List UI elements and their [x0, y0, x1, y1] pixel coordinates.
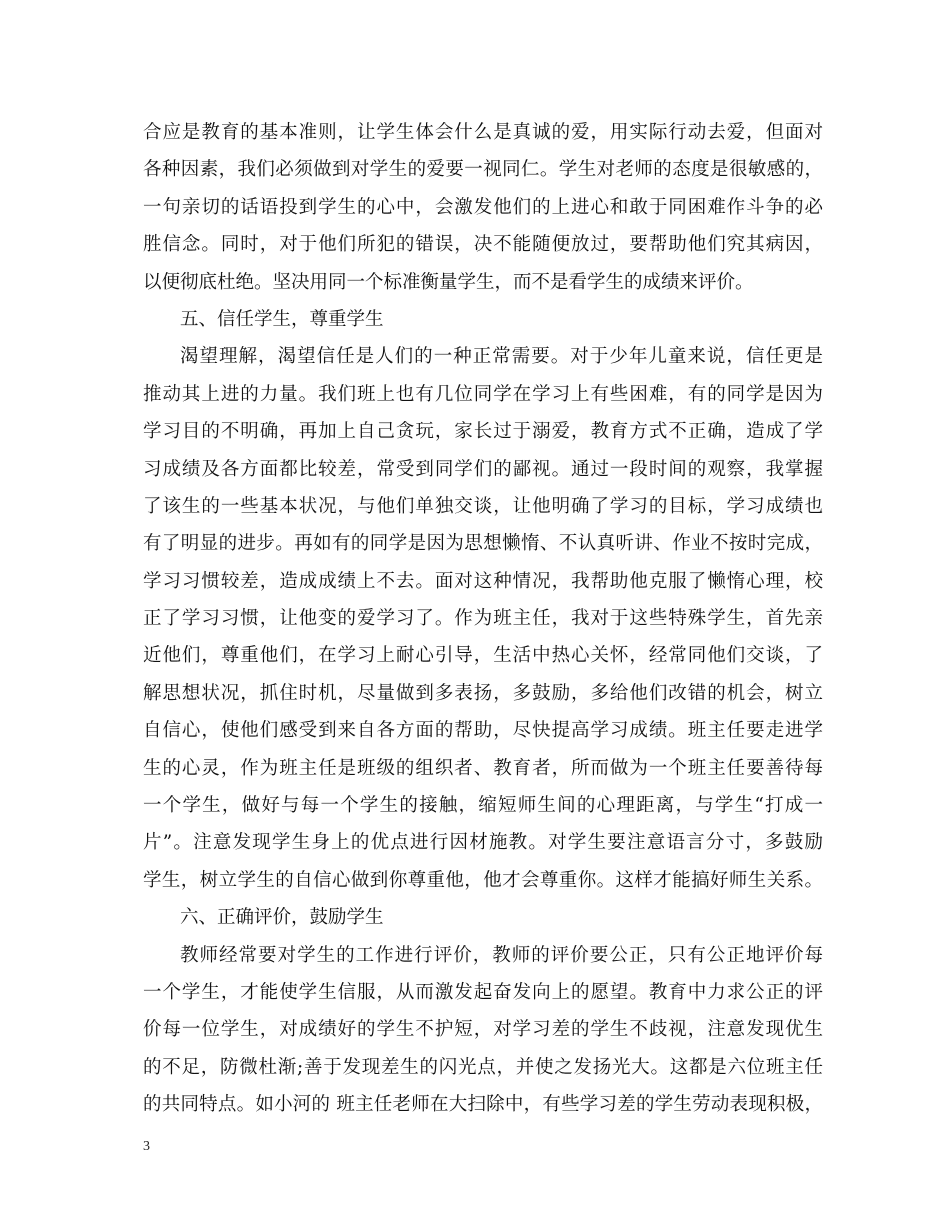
text-line: 自信心，使他们感受到来自各方面的帮助，尽快提高学习成绩。班主任要走进学	[143, 720, 823, 742]
text-line: 渴望理解，渴望信任是人们的一种正常需要。对于少年儿童来说，信任更是	[180, 346, 823, 368]
section-heading: 五、信任学生，尊重学生	[180, 308, 384, 330]
page-number: 3	[143, 1139, 150, 1154]
text-line: 各种因素，我们必须做到对学生的爱要一视同仁。学生对老师的态度是很敏感的，	[143, 159, 823, 181]
text-line: 片”。注意发现学生身上的优点进行因材施教。对学生要注意语言分寸，多鼓励	[143, 832, 823, 854]
text-line: 生的心灵，作为班主任是班级的组织者、教育者，所而做为一个班主任要善待每	[143, 757, 823, 779]
text-line: 的不足，防微杜渐;善于发现差生的闪光点，并使之发扬光大。这都是六位班主任	[143, 1056, 823, 1078]
text-line: 推动其上进的力量。我们班上也有几位同学在学习上有些困难，有的同学是因为	[143, 383, 823, 405]
text-line: 教师经常要对学生的工作进行评价，教师的评价要公正，只有公正地评价每	[180, 944, 823, 966]
text-line: 学生，树立学生的自信心做到你尊重他，他才会尊重你。这样才能搞好师生关系。	[143, 869, 823, 891]
text-line: 一个学生，才能使学生信服，从而激发起奋发向上的愿望。教育中力求公正的评	[143, 981, 823, 1003]
text-line: 胜信念。同时，对于他们所犯的错误，决不能随便放过，要帮助他们究其病因，	[143, 234, 823, 256]
body-text	[143, 114, 823, 1124]
section-heading: 六、正确评价，鼓励学生	[180, 907, 384, 929]
text-line: 合应是教育的基本准则，让学生体会什么是真诚的爱，用实际行动去爱，但面对	[143, 122, 823, 143]
text-line: 一个学生，做好与每一个学生的接触，缩短师生间的心理距离，与学生“打成一	[143, 795, 823, 817]
text-line: 学习目的不明确，再加上自己贪玩，家长过于溺爱，教育方式不正确，造成了学	[143, 421, 823, 443]
text-line: 一句亲切的话语投到学生的心中，会激发他们的上进心和敢于同困难作斗争的必	[143, 196, 823, 218]
text-line: 了该生的一些基本状况，与他们单独交谈，让他明确了学习的目标，学习成绩也	[143, 495, 823, 517]
text-line: 有了明显的进步。再如有的同学是因为思想懒惰、不认真听讲、作业不按时完成，	[143, 533, 823, 555]
text-line: 的共同特点。如小河的 班主任老师在大扫除中，有些学习差的学生劳动表现积极，	[143, 1094, 823, 1116]
text-line: 正了学习习惯，让他变的爱学习了。作为班主任，我对于这些特殊学生，首先亲	[143, 608, 823, 630]
text-line: 近他们，尊重他们，在学习上耐心引导，生活中热心关怀，经常同他们交谈，了	[143, 645, 823, 667]
text-line: 学习习惯较差，造成成绩上不去。面对这种情况，我帮助他克服了懒惰心理，校	[143, 570, 823, 592]
text-line: 价每一位学生，对成绩好的学生不护短，对学习差的学生不歧视，注意发现优生	[143, 1019, 823, 1041]
text-line: 解思想状况，抓住时机，尽量做到多表扬，多鼓励，多给他们改错的机会，树立	[143, 682, 823, 704]
text-line: 以便彻底杜绝。坚决用同一个标准衡量学生，而不是看学生的成绩来评价。	[143, 271, 754, 293]
text-line: 习成绩及各方面都比较差，常受到同学们的鄙视。通过一段时间的观察，我掌握	[143, 458, 823, 480]
